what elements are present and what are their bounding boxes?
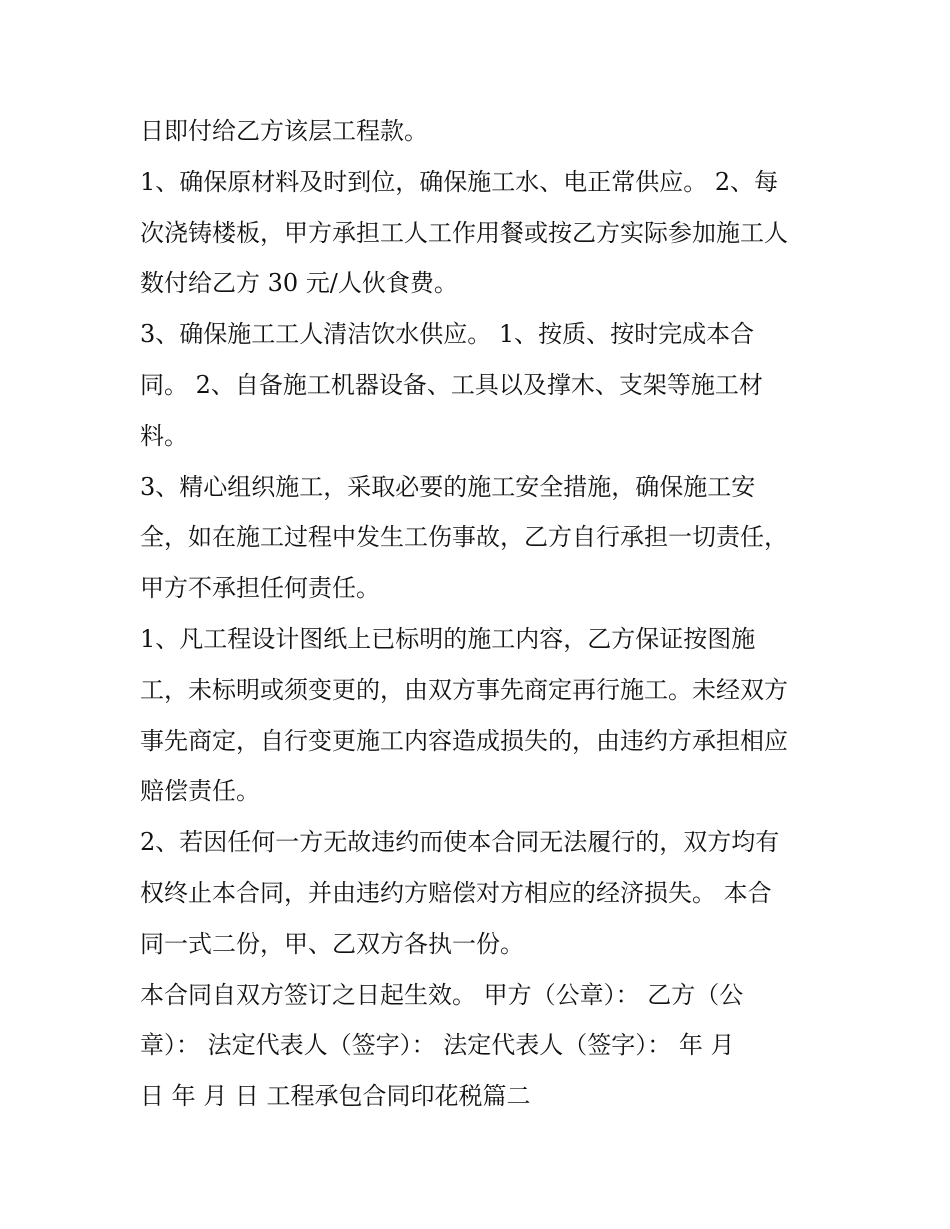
text-line: 全，如在施工过程中发生工伤事故，乙方自行承担一切责任，: [140, 523, 788, 552]
text-line: 1、凡工程设计图纸上已标明的施工内容，乙方保证按图施: [140, 624, 756, 653]
text-line: 料。: [140, 421, 188, 450]
text-line: 3、精心组织施工，采取必要的施工安全措施，确保施工安: [140, 472, 756, 501]
text-line: 权终止本合同，并由违约方赔偿对方相应的经济损失。 本合: [140, 878, 772, 907]
text-line: 1、确保原材料及时到位，确保施工水、电正常供应。 2、每: [140, 167, 779, 196]
text-line: 次浇铸楼板，甲方承担工人工作用餐或按乙方实际参加施工人: [140, 218, 788, 247]
text-line: 本合同自双方签订之日起生效。 甲方（公章）： 乙方（公: [140, 980, 744, 1009]
text-line: 同一式二份，甲、乙双方各执一份。: [140, 929, 524, 958]
text-line: 事先商定，自行变更施工内容造成损失的，由违约方承担相应: [140, 726, 788, 755]
text-line: 赔偿责任。: [140, 777, 260, 806]
text-line: 同。 2、自备施工机器设备、工具以及撑木、支架等施工材: [140, 370, 763, 399]
text-line: 甲方不承担任何责任。: [140, 574, 380, 603]
text-line: 日即付给乙方该层工程款。: [140, 117, 428, 145]
text-line: 2、若因任何一方无故违约而使本合同无法履行的，双方均有: [140, 828, 780, 857]
text-line: 工，未标明或须变更的，由双方事先商定再行施工。未经双方: [140, 675, 788, 704]
text-line: 3、确保施工工人清洁饮水供应。 1、按质、按时完成本合: [140, 320, 755, 349]
document-body: [140, 106, 820, 1122]
text-line: 章）： 法定代表人（签字）： 法定代表人（签字）： 年 月: [140, 1031, 735, 1060]
text-line: 数付给乙方 30 元/人伙食费。: [140, 269, 458, 298]
text-line: 日 年 月 日 工程承包合同印花税篇二: [140, 1082, 531, 1111]
